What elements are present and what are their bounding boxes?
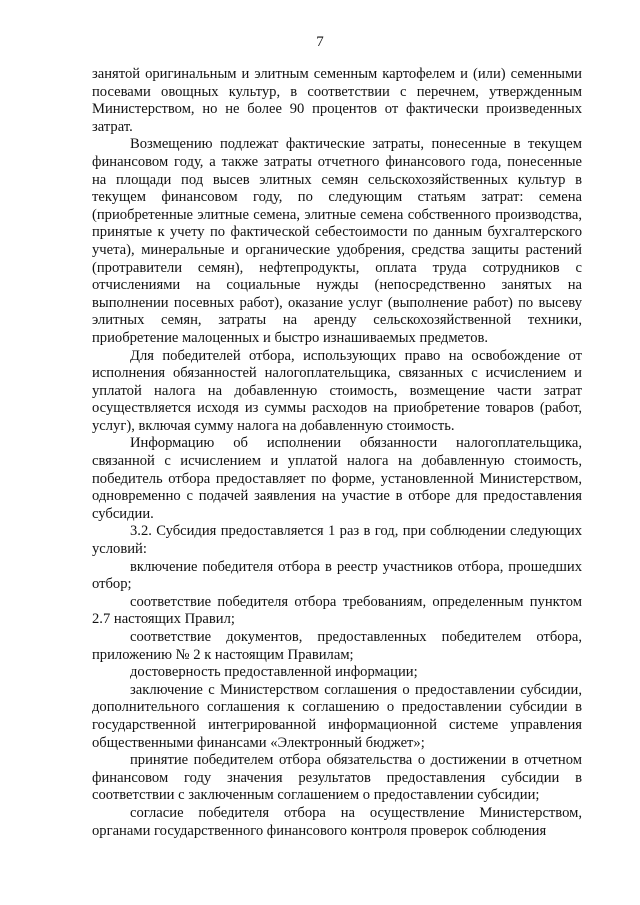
paragraph-reimbursable-costs: Возмещению подлежат фактические затраты, понесенные в текущем финансовом году, а также затраты отчетного финансового года, понесенные на площади под высев элитных семян сельскохозяйственных культур в текущем финансовом году, по следующим статьям затрат: семена (приобретенные элитные семена, элитные семена собственного производства, принятые к учету по фактической себестоимости по данным бухгалтерского учета), минеральные и органические удобрения, средства защиты растений (протравители семян), нефтепродукты, оплата труда сотрудников с отчислениями на социальные нужды (непосредственно занятых на выполнении посевных работ), оказание услуг (выполнение работ) по высеву элитных семян, затраты на аренду сельскохозяйственной техники, приобретение малоценных и быстро изнашиваемых предметов.	[92, 136, 582, 346]
condition-documents-compliance: соответствие документов, предоставленных победителем отбора, приложению № 2 к настоящим Правилам;	[92, 629, 582, 663]
page-number: 7	[316, 34, 324, 50]
condition-information-accuracy: достоверность предоставленной информации;	[130, 664, 418, 681]
condition-results-obligation: принятие победителем отбора обязательства о достижении в отчетном финансовом году значения результатов предоставления субсидии в соответствии с заключенным соглашением о предоставлении субсидии;	[92, 752, 582, 804]
paragraph-continuation: занятой оригинальным и элитным семенным картофелем и (или) семенными посевами овощных культур, в соответствии с перечнем, утвержденным Министерством, но не более 90 процентов от фактически произведенных затрат.	[92, 66, 582, 135]
paragraph-tax-information: Информацию об исполнении обязанности налогоплательщика, связанной с исчислением и уплатой налога на добавленную стоимость, победитель отбора предоставляет по форме, установленной Министерством, одновременно с подачей заявления на участие в отборе для предоставления субсидии.	[92, 435, 582, 522]
condition-requirements-compliance: соответствие победителя отбора требованиям, определенным пунктом 2.7 настоящих Правил;	[92, 593, 582, 628]
paragraph-section-3-2: 3.2. Субсидия предоставляется 1 раз в год, при соблюдении следующих условий:	[92, 523, 582, 558]
condition-registry-inclusion: включение победителя отбора в реестр участников отбора, прошедших отбор;	[92, 558, 582, 593]
paragraph-vat-exemption: Для победителей отбора, использующих право на освобождение от исполнения обязанностей налогоплательщика, связанных с исчислением и уплатой налога на добавленную стоимость, возмещение части затрат осуществляется исходя из суммы расходов на приобретение товаров (работ, услуг), включая сумму налога на добавленную стоимость.	[92, 347, 582, 434]
condition-agreement-conclusion: заключение с Министерством соглашения о предоставлении субсидии, дополнительного соглашения к соглашению о предоставлении субсидии в государственной интегрированной информационной системе управления общественными финансами «Электронный бюджет»;	[92, 681, 582, 751]
document-body	[92, 66, 582, 840]
condition-inspection-consent: согласие победителя отбора на осуществление Министерством, органами государственного финансового контроля проверок соблюдения	[92, 804, 582, 839]
